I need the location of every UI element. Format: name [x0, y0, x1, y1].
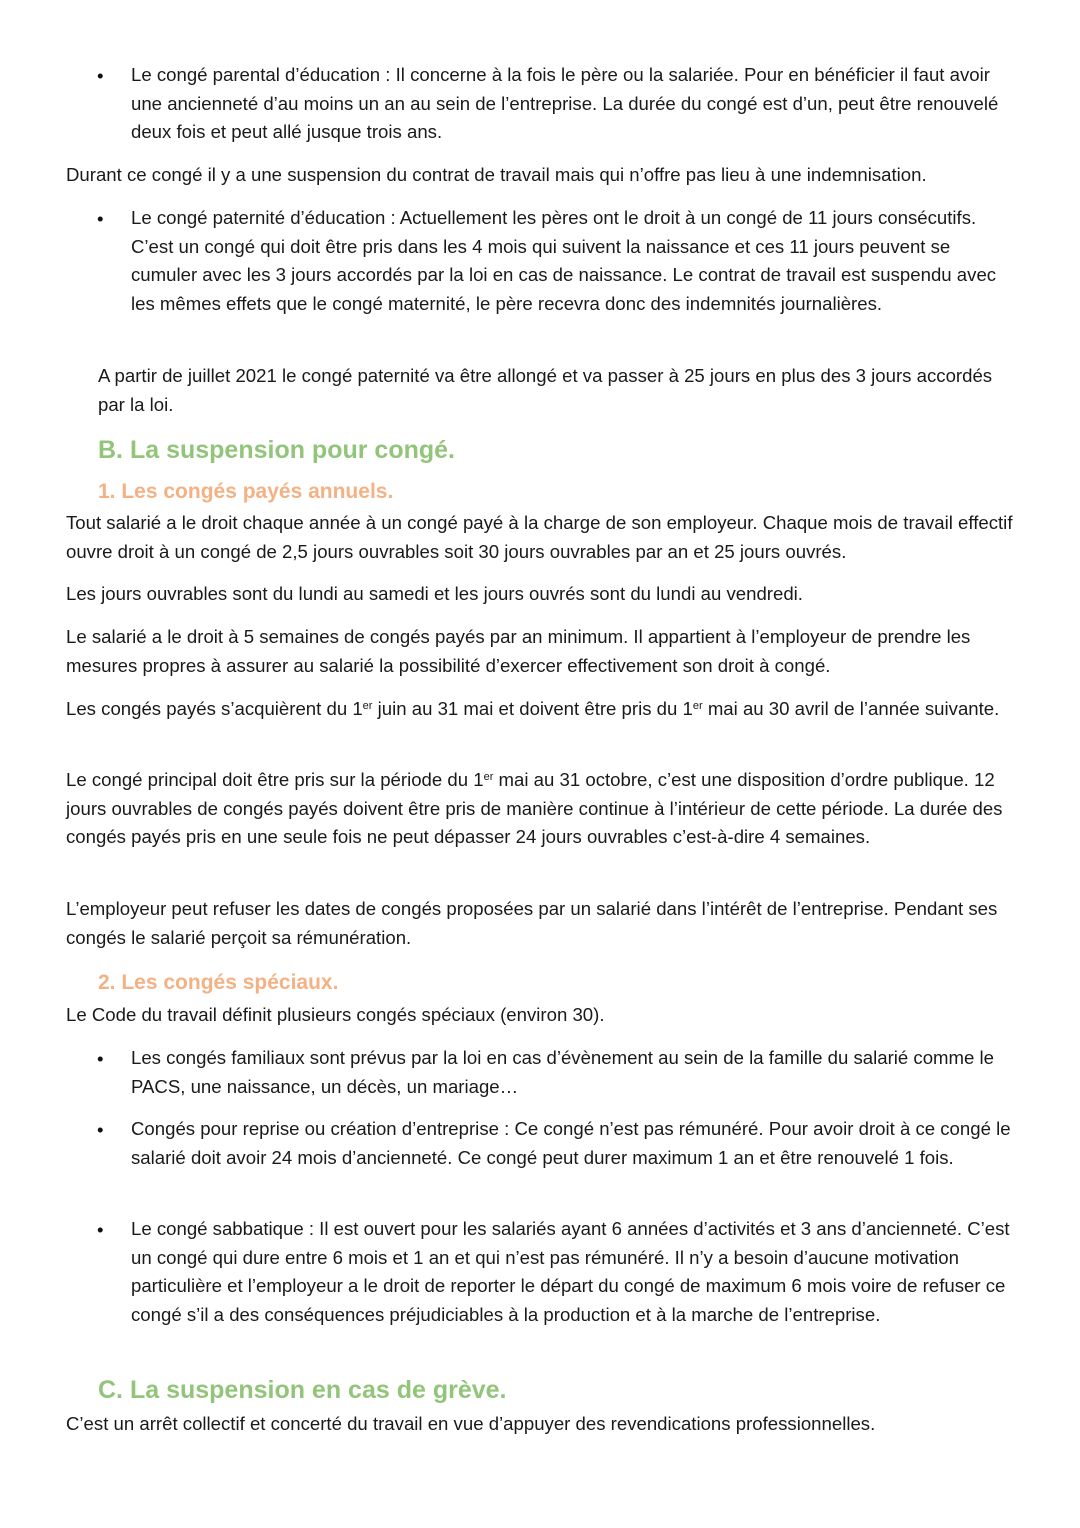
bullet-icon: •: [97, 1219, 104, 1240]
paragraph-conge-paye: Tout salarié a le droit chaque année à un congé payé à la charge de son employeur. Chaque mois de travail effectif ouvre droit à un congé de 2,5 jours ouvrables soit 30 jours ouvrables par an et 25 jours ouvrés.: [66, 512, 1013, 562]
paragraph-cinq-semaines: Le salarié a le droit à 5 semaines de congés payés par an minimum. Il appartient à l’employeur de prendre les mesures propres à assurer au salarié la possibilité d’exercer effectivement son droit à congé.: [66, 626, 971, 676]
section-b1-heading: 1. Les congés payés annuels.: [98, 480, 394, 503]
paragraph-jours-ouvrables: Les jours ouvrables sont du lundi au samedi et les jours ouvrés sont du lundi au vendredi.: [66, 583, 803, 604]
paragraph-conge-principal: Le congé principal doit être pris sur la période du 1er mai au 31 octobre, c’est une disposition d’ordre publique. 12 jours ouvrables de congés payés doivent être pris de manière continue à l’intérieur de cette période. La durée des congés payés pris en une seule fois ne peut dépasser 24 jours ouvrables c’est-à-dire 4 semaines.: [66, 769, 1003, 848]
bullet-icon: •: [97, 1048, 104, 1069]
paragraph-greve: C’est un arrêt collectif et concerté du travail en vue d’appuyer des revendications professionnelles.: [66, 1413, 876, 1434]
section-b2-heading: 2. Les congés spéciaux.: [98, 971, 339, 994]
section-b-heading: B. La suspension pour congé.: [98, 436, 455, 464]
paragraph-acquisition: Les congés payés s’acquièrent du 1er juin au 31 mai et doivent être pris du 1er mai au 30 avril de l’année suivante.: [66, 698, 1000, 719]
bullet-conges-familiaux: Les congés familiaux sont prévus par la loi en cas d’évènement au sein de la famille du salarié comme le PACS, une naissance, un décès, un mariage…: [131, 1047, 995, 1097]
bullet-conge-parental: Le congé parental d’éducation : Il concerne à la fois le père ou la salariée. Pour en bénéficier il faut avoir une ancienneté d’au moins un an au sein de l’entreprise. La durée du congé est d’un, peut être renouvelé deux fois et peut allé jusque trois ans.: [131, 64, 999, 143]
bullet-conge-sabbatique: Le congé sabbatique : Il est ouvert pour les salariés ayant 6 années d’activités et 3 ans d’ancienneté. C’est un congé qui dure entre 6 mois et 1 an et qui n’est pas rémunéré. Il n’y a besoin d’aucune motivation particulière et l’employeur a le droit de reporter le départ du congé de maximum 6 mois voire de refuser ce congé s’il a des conséquences préjudiciables à la production et à la marche de l’entreprise.: [131, 1218, 1010, 1326]
bullet-reprise-creation: Congés pour reprise ou création d’entreprise : Ce congé n’est pas rémunéré. Pour avoir droit à ce congé le salarié doit avoir 24 mois d’ancienneté. Ce congé peut durer maximum 1 an et être renouvelé 1 fois.: [131, 1118, 1011, 1168]
bullet-icon: •: [97, 1119, 104, 1140]
paragraph-juillet-2021: A partir de juillet 2021 le congé paternité va être allongé et va passer à 25 jours en plus des 3 jours accordés par la loi.: [98, 365, 993, 415]
section-c-heading: C. La suspension en cas de grève.: [98, 1376, 507, 1404]
paragraph-conges-speciaux: Le Code du travail définit plusieurs congés spéciaux (environ 30).: [66, 1004, 605, 1025]
bullet-icon: •: [97, 208, 104, 229]
bullet-icon: •: [97, 65, 104, 86]
paragraph-suspension-contrat: Durant ce congé il y a une suspension du contrat de travail mais qui n’offre pas lieu à une indemnisation.: [66, 164, 927, 185]
paragraph-employeur-refus: L’employeur peut refuser les dates de congés proposées par un salarié dans l’intérêt de l’entreprise. Pendant ses congés le salarié perçoit sa rémunération.: [66, 898, 998, 948]
bullet-conge-paternite: Le congé paternité d’éducation : Actuellement les pères ont le droit à un congé de 11 jours consécutifs. C’est un congé qui doit être pris dans les 4 mois qui suivent la naissance et ces 11 jours peuvent se cumuler avec les 3 jours accordés par la loi en cas de naissance. Le contrat de travail est suspendu avec les mêmes effets que le congé maternité, le père recevra donc des indemnités journalières.: [131, 207, 997, 315]
